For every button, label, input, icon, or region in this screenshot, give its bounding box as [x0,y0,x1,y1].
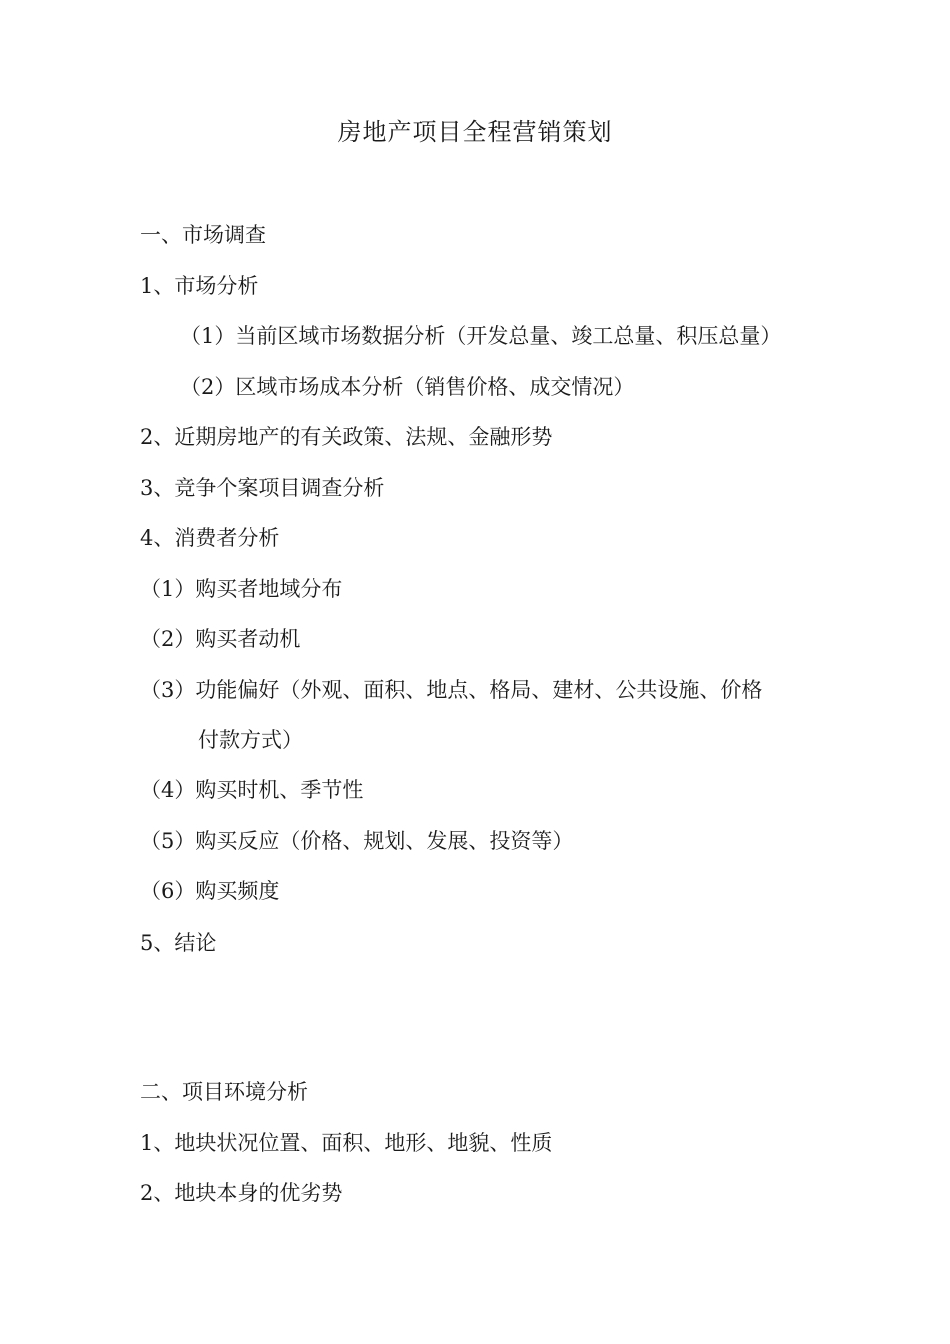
list-item-land-strengths: 2、地块本身的优劣势 [140,1181,343,1205]
list-subitem-regional-data: （1）当前区域市场数据分析（开发总量、竣工总量、积压总量） [180,324,782,348]
document-title: 房地产项目全程营销策划 [337,118,613,146]
list-subitem-reaction: （5）购买反应（价格、规划、发展、投资等） [140,829,574,853]
list-item-competition: 3、竞争个案项目调查分析 [140,476,385,500]
list-subitem-function-preference-continued: 付款方式） [198,728,303,752]
section-heading-market-research: 一、市场调查 [140,223,266,247]
list-subitem-frequency: （6）购买频度 [140,879,280,903]
list-subitem-buyer-region: （1）购买者地域分布 [140,577,343,601]
list-subitem-buyer-motive: （2）购买者动机 [140,627,301,651]
list-subitem-timing: （4）购买时机、季节性 [140,778,364,802]
list-item-conclusion: 5、结论 [140,931,217,955]
list-item-consumer-analysis: 4、消费者分析 [140,526,280,550]
list-item-land-status: 1、地块状况位置、面积、地形、地貌、性质 [140,1131,553,1155]
list-item-market-analysis: 1、市场分析 [140,274,259,298]
list-subitem-regional-cost: （2）区域市场成本分析（销售价格、成交情况） [180,375,635,399]
list-subitem-function-preference: （3）功能偏好（外观、面积、地点、格局、建材、公共设施、价格 [140,678,763,702]
section-heading-project-environment: 二、项目环境分析 [140,1080,308,1104]
list-item-policy: 2、近期房地产的有关政策、法规、金融形势 [140,425,553,449]
